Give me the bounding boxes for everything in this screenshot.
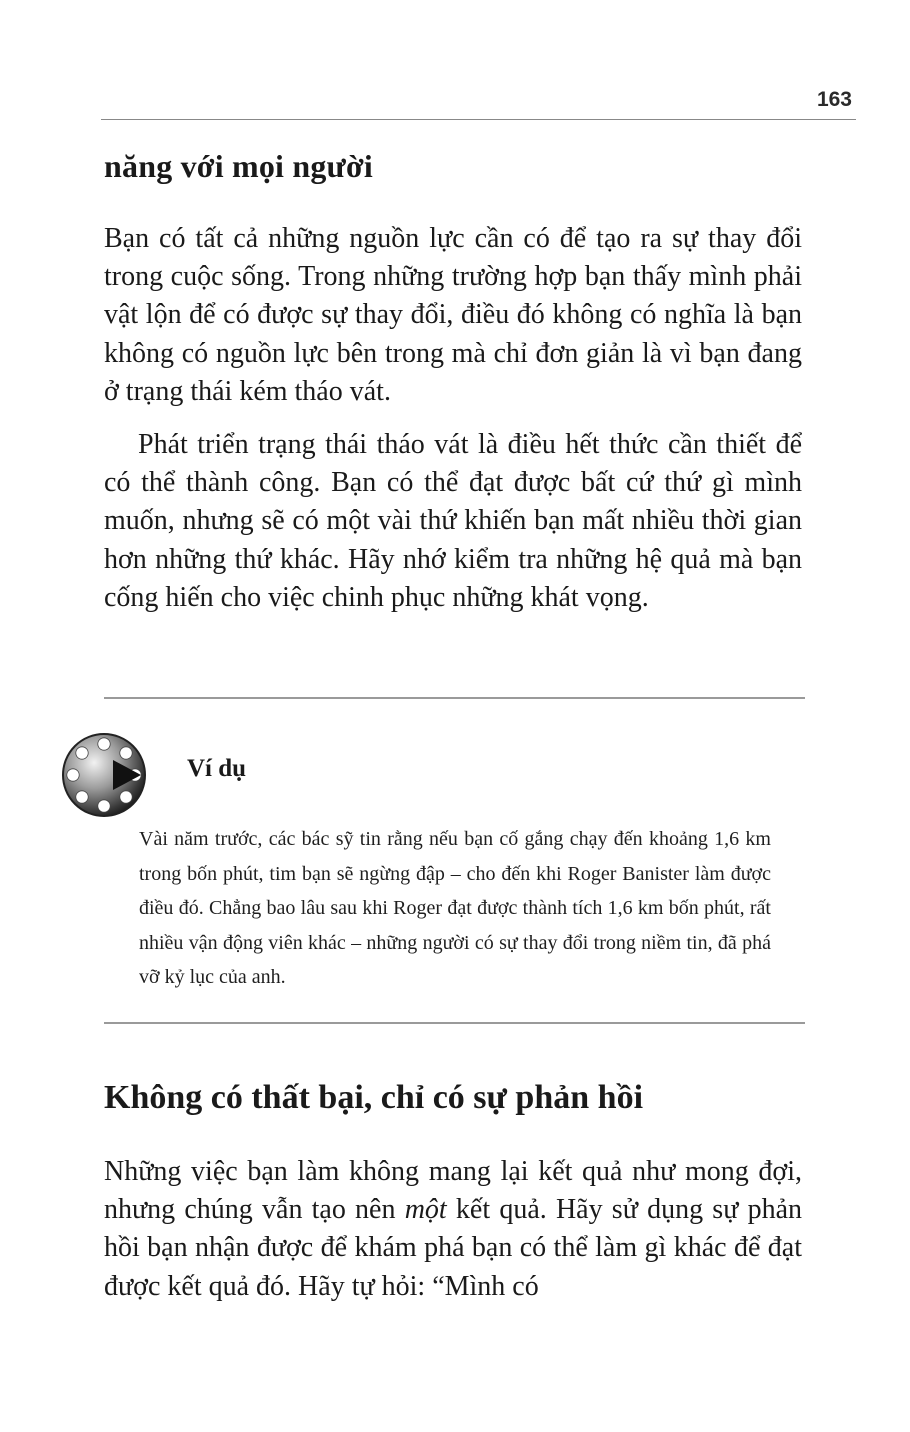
paragraph-3-part-2: kết quả. Hãy sử dụng sự phản hồi bạn nhận được để khám phá bạn có thể làm gì khác để đạt được kết quả đó. Hãy tự hỏi: “Mình có xyxy=(104,1194,802,1302)
paragraph-3-part-1: Những việc bạn làm không mang lại kết quả như mong đợi, nhưng chúng vẫn tạo nên xyxy=(104,1156,802,1226)
page-number: 163 xyxy=(816,88,852,111)
body-paragraph-2: Phát triển trạng thái tháo vát là điều hết thức cần thiết để có thể thành công. Bạn có thể đạt được bất cứ thứ gì mình muốn, nhưng sẽ có một vài thứ khiến bạn mất nhiều thời gian hơn những thứ khác. Hãy nhớ kiểm tra những hệ quả mà bạn cống hiến cho việc chinh phục những khát vọng. xyxy=(104,429,802,613)
example-box-bottom-rule xyxy=(104,1022,805,1024)
section-heading-no-failure: Không có thất bại, chỉ có sự phản hồi xyxy=(104,1079,644,1116)
body-paragraph-1: Bạn có tất cả những nguồn lực cần có để tạo ra sự thay đổi trong cuộc sống. Trong những trường hợp bạn thấy mình phải vật lộn để có được sự thay đổi, điều đó không có nghĩa là bạn không có nguồn lực bên trong mà chỉ đơn giản là vì bạn đang ở trạng thái kém tháo vát. xyxy=(104,223,802,407)
example-box-top-rule xyxy=(104,697,805,699)
section-continuation-heading: năng với mọi người xyxy=(104,148,373,184)
example-title: Ví dụ xyxy=(187,755,247,782)
film-reel-play-icon xyxy=(61,732,147,818)
example-text: Vài năm trước, các bác sỹ tin rằng nếu bạn cố gắng chạy đến khoảng 1,6 km trong bốn phút, tim bạn sẽ ngừng đập – cho đến khi Roger Banister làm được điều đó. Chẳng bao lâu sau khi Roger đạt được thành tích 1,6 km bốn phút, rất nhiều vận động viên khác – những người có sự thay đổi trong niềm tin, đã phá vỡ kỷ lục của anh. xyxy=(139,828,771,988)
header-rule xyxy=(101,119,856,120)
body-paragraph-3 xyxy=(104,1153,802,1306)
paragraph-3-emphasis: một xyxy=(404,1194,447,1226)
